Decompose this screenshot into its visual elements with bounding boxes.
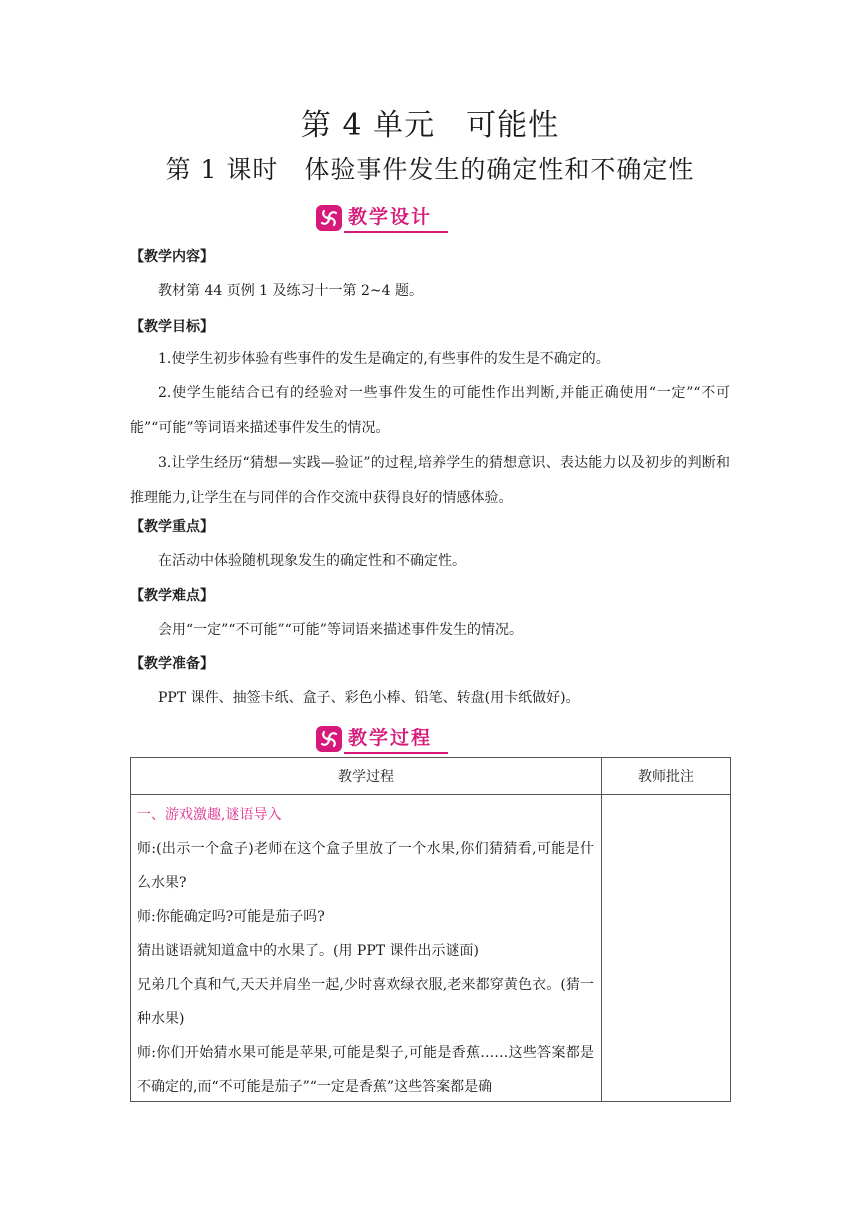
goal-item-2: 2.使学生能结合已有的经验对一些事件发生的可能性作出判断,并能正确使用“一定”“不可能”“可能”等词语来描述事件发生的情况。 <box>130 385 730 436</box>
process-line: 师:(出示一个盒子)老师在这个盒子里放了一个水果,你们猜猜看,可能是什么水果? <box>137 841 595 891</box>
step-title: 一、游戏激趣,谜语导入 <box>137 807 282 823</box>
goals-label: 【教学目标】 <box>130 319 214 335</box>
process-cell <box>131 795 602 1102</box>
process-line: 猜出谜语就知道盒中的水果了。(用 PPT 课件出示谜面) <box>137 943 480 959</box>
prep-label: 【教学准备】 <box>130 656 214 672</box>
key-label: 【教学重点】 <box>130 519 214 535</box>
difficulty-text: 会用“一定”“不可能”“可能”等词语来描述事件发生的情况。 <box>158 622 523 638</box>
swirl-icon <box>316 205 342 231</box>
header-teacher-notes: 教师批注 <box>602 758 731 795</box>
header-process: 教学过程 <box>131 758 602 795</box>
process-line: 师:你能确定吗?可能是茄子吗? <box>137 909 325 925</box>
difficulty-label: 【教学难点】 <box>130 588 214 604</box>
swirl-icon <box>316 726 342 752</box>
table-row <box>131 795 731 1102</box>
lesson-title: 第 1 课时 体验事件发生的确定性和不确定性 <box>165 155 695 184</box>
goal-item-3: 3.让学生经历“猜想—实践—验证”的过程,培养学生的猜想意识、表达能力以及初步的判断和推理能力,让学生在与同伴的合作交流中获得良好的情感体验。 <box>130 455 730 506</box>
goal-item-1: 1.使学生初步体验有些事件的发生是确定的,有些事件的发生是不确定的。 <box>158 351 610 367</box>
content-label: 【教学内容】 <box>130 249 214 265</box>
teaching-process-banner <box>316 723 448 755</box>
teacher-note-cell <box>602 795 731 1102</box>
unit-title: 第 4 单元 可能性 <box>300 108 560 143</box>
key-text: 在活动中体验随机现象发生的确定性和不确定性。 <box>158 553 466 569</box>
banner-underline <box>344 752 448 754</box>
prep-text: PPT 课件、抽签卡纸、盒子、彩色小棒、铅笔、转盘(用卡纸做好)。 <box>158 690 580 706</box>
table-header-row <box>131 758 731 795</box>
banner-title: 教学过程 <box>348 727 433 749</box>
banner-underline <box>344 231 448 233</box>
process-line: 兄弟几个真和气,天天并肩坐一起,少时喜欢绿衣服,老来都穿黄色衣。(猜一种水果) <box>137 977 595 1027</box>
teaching-process-table <box>130 757 731 1102</box>
teaching-design-banner <box>316 202 448 234</box>
content-text: 教材第 44 页例 1 及练习十一第 2~4 题。 <box>158 283 423 299</box>
process-line: 师:你们开始猜水果可能是苹果,可能是梨子,可能是香蕉……这些答案都是不确定的,而“不可能是茄子”“一定是香蕉”这些答案都是确 <box>137 1045 595 1095</box>
banner-title: 教学设计 <box>348 206 433 228</box>
